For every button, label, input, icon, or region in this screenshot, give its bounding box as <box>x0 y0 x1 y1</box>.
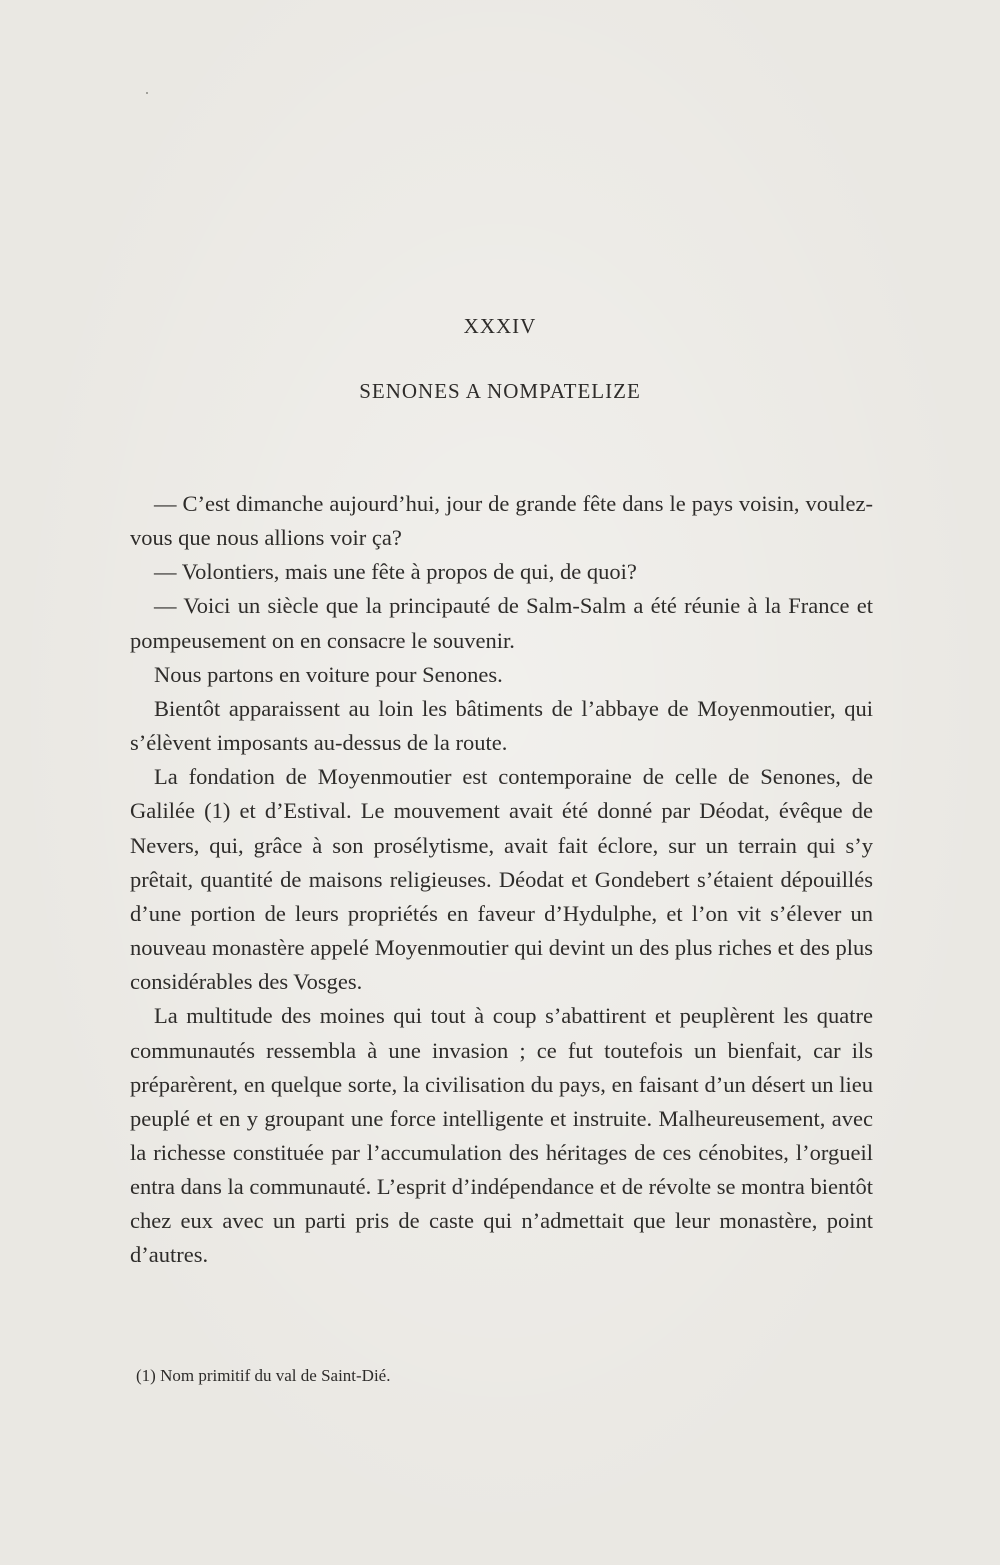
body-text <box>130 487 873 1273</box>
paragraph-6: La fondation de Moyenmoutier est contemporaine de celle de Senones, de Galilée (1) et d’Estival. Le mouvement avait été donné par Déodat, évêque de Nevers, qui, grâce à son prosélytisme, avait fait éclore, sur un terrain qui s’y prêtait, quantité de maisons religieuses. Déodat et Gondebert s’étaient dépouillés d’une portion de leurs propriétés en faveur d’Hydulphe, et l’on vit s’élever un nouveau monastère appelé Moyenmoutier qui devint un des plus riches et des plus considérables des Vosges. <box>130 764 873 995</box>
chapter-number: XXXIV <box>463 314 537 338</box>
paragraph-7: La multitude des moines qui tout à coup s’abattirent et peuplèrent les quatre communautés ressembla à une invasion ; ce fut toutefois un bienfait, car ils préparèrent, en quelque sorte, la civilisation du pays, en faisant d’un désert un lieu peuplé et en y groupant une force intelligente et instruite. Malheureusement, avec la richesse constituée par l’accumulation des héritages de ces cénobites, l’orgueil entra dans la communauté. L’esprit d’indépendance et de révolte se montra bientôt chez eux avec un parti pris de caste qui n’admettait que leur monastère, point d’autres. <box>130 1003 873 1268</box>
chapter-title: SENONES A NOMPATELIZE <box>359 379 641 403</box>
paragraph-4: Nous partons en voiture pour Senones. <box>154 661 503 687</box>
paragraph-1: — C’est dimanche aujourd’hui, jour de grande fête dans le pays voisin, voulez-vous que nous allions voir ça? <box>130 491 873 551</box>
paragraph-2: — Volontiers, mais une fête à propos de qui, de quoi? <box>154 559 637 585</box>
paragraph-3: — Voici un siècle que la principauté de Salm-Salm a été réunie à la France et pompeusement on en consacre le souvenir. <box>130 593 873 653</box>
paper-speck <box>146 92 148 94</box>
paragraph-5: Bientôt apparaissent au loin les bâtiments de l’abbaye de Moyenmoutier, qui s’élèvent imposants au-dessus de la route. <box>130 695 873 756</box>
footnote: (1) Nom primitif du val de Saint-Dié. <box>136 1366 391 1385</box>
